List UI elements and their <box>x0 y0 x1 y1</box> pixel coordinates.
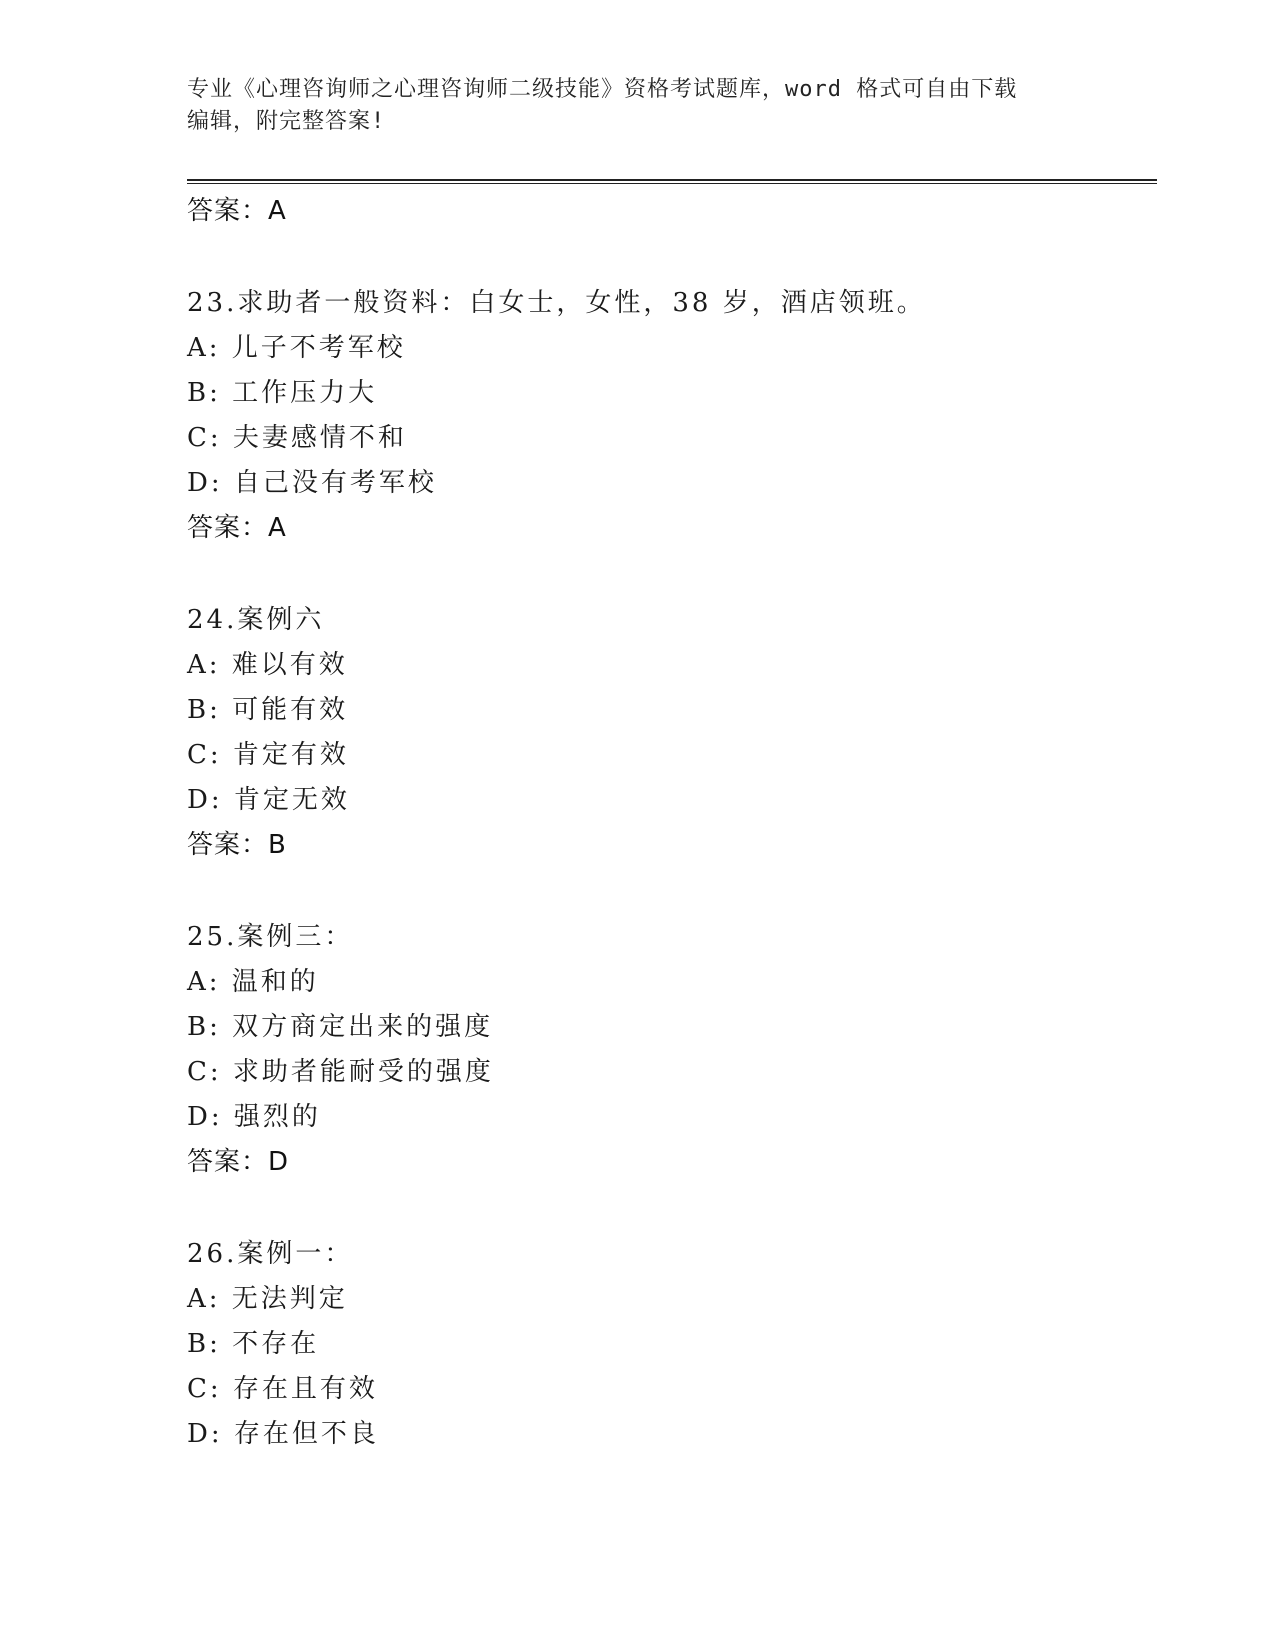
header-line-2: 编辑，附完整答案! <box>187 109 386 134</box>
answer-line: 答案：D <box>187 1147 290 1177</box>
option-c: C: 夫妻感情不和 <box>187 423 407 453</box>
question-stem: 23.求助者一般资料：白女士，女性，38 岁，酒店领班。 <box>187 288 926 318</box>
question-26 <box>187 1232 1157 1457</box>
question-24 <box>187 598 1157 868</box>
option-c: C: 肯定有效 <box>187 740 349 770</box>
question-stem: 24.案例六 <box>187 605 325 635</box>
question-stem: 25.案例三： <box>187 922 354 952</box>
header-line-1: 专业《心理咨询师之心理咨询师二级技能》资格考试题库，word 格式可自由下载 <box>187 77 1018 102</box>
document-header <box>187 74 1087 138</box>
question-list <box>187 189 1157 1457</box>
option-d: D: 强烈的 <box>187 1102 321 1132</box>
answer-line: 答案：A <box>187 513 287 543</box>
option-b: B: 双方商定出来的强度 <box>187 1012 494 1042</box>
option-b: B: 不存在 <box>187 1329 320 1359</box>
header-divider <box>187 179 1157 184</box>
option-a: A: 儿子不考军校 <box>187 333 406 363</box>
question-23 <box>187 281 1157 551</box>
option-b: B: 可能有效 <box>187 695 349 725</box>
option-c: C: 存在且有效 <box>187 1374 378 1404</box>
question-25 <box>187 915 1157 1185</box>
answer-line: 答案：B <box>187 830 287 860</box>
answer-line: 答案：A <box>187 196 287 226</box>
option-d: D: 存在但不良 <box>187 1419 379 1449</box>
option-a: A: 温和的 <box>187 967 319 997</box>
option-a: A: 无法判定 <box>187 1284 348 1314</box>
option-d: D: 自己没有考军校 <box>187 468 437 498</box>
option-a: A: 难以有效 <box>187 650 348 680</box>
option-b: B: 工作压力大 <box>187 378 378 408</box>
option-d: D: 肯定无效 <box>187 785 350 815</box>
option-c: C: 求助者能耐受的强度 <box>187 1057 494 1087</box>
question-stem: 26.案例一： <box>187 1239 354 1269</box>
